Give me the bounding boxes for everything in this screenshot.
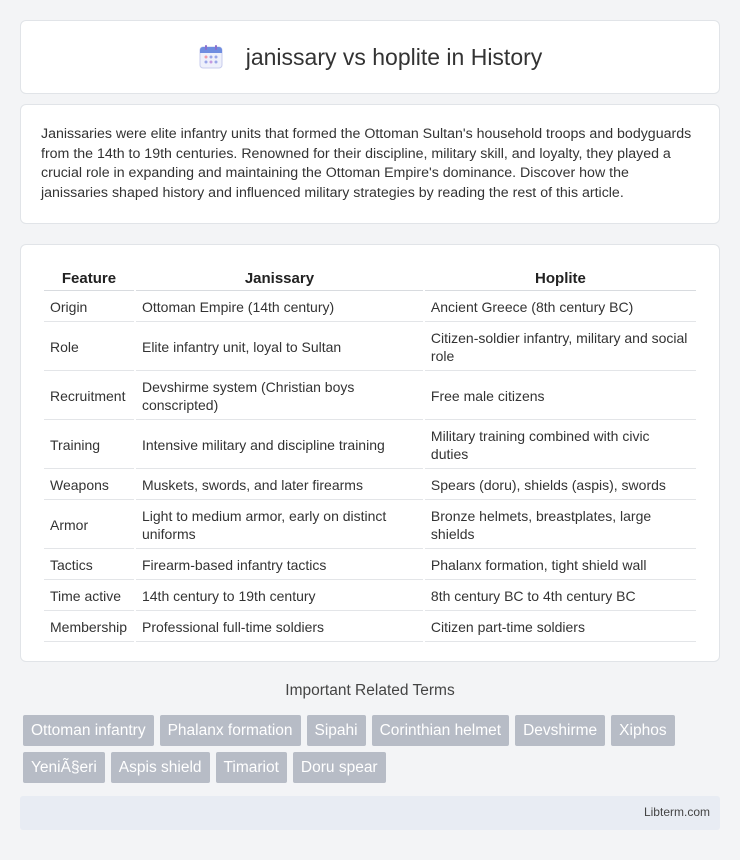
cell-feature: Training [44, 422, 134, 469]
cell-hoplite: 8th century BC to 4th century BC [425, 582, 696, 611]
cell-hoplite: Spears (doru), shields (aspis), swords [425, 471, 696, 500]
cell-feature: Armor [44, 502, 134, 549]
footer-brand[interactable]: Libterm.com [643, 805, 710, 819]
tag-devshirme[interactable]: Devshirme [515, 715, 605, 746]
cell-hoplite: Military training combined with civic duties [425, 422, 696, 469]
tag-sipahi[interactable]: Sipahi [307, 715, 366, 746]
cell-janissary: Firearm-based infantry tactics [136, 551, 423, 580]
cell-janissary: Professional full-time soldiers [136, 613, 423, 642]
table-row [44, 502, 696, 549]
cell-janissary: Muskets, swords, and later firearms [136, 471, 423, 500]
cell-janissary: Elite infantry unit, loyal to Sultan [136, 324, 423, 371]
cell-feature: Origin [44, 293, 134, 322]
header-janissary: Janissary [136, 267, 423, 291]
comparison-table [42, 265, 698, 644]
related-terms-title: Important Related Terms [285, 682, 455, 699]
cell-hoplite: Citizen part-time soldiers [425, 613, 696, 642]
calendar-icon [198, 44, 224, 70]
related-terms-list [23, 715, 723, 789]
cell-hoplite: Ancient Greece (8th century BC) [425, 293, 696, 322]
table-row [44, 422, 696, 469]
cell-hoplite: Bronze helmets, breastplates, large shields [425, 502, 696, 549]
cell-feature: Membership [44, 613, 134, 642]
cell-janissary: 14th century to 19th century [136, 582, 423, 611]
table-row [44, 373, 696, 420]
cell-janissary: Devshirme system (Christian boys conscripted) [136, 373, 423, 420]
cell-feature: Tactics [44, 551, 134, 580]
cell-janissary: Light to medium armor, early on distinct uniforms [136, 502, 423, 549]
footer [20, 796, 720, 830]
tag-ottoman-infantry[interactable]: Ottoman infantry [23, 715, 154, 746]
intro-paragraph: Janissaries were elite infantry units that formed the Ottoman Sultan's household troops and bodyguards from the 14th to 19th centuries. Renowned for their discipline, military skill, and loyalty, they played a crucial role in expanding and maintaining the Ottoman Empire's dominance. Discover how the janissaries shaped history and influenced military strategies by reading the rest of this article. [41, 126, 692, 201]
table-row [44, 582, 696, 611]
table-header-row [44, 267, 696, 291]
header-feature: Feature [44, 267, 134, 291]
tag-timariot[interactable]: Timariot [216, 752, 287, 783]
cell-feature: Role [44, 324, 134, 371]
cell-hoplite: Free male citizens [425, 373, 696, 420]
cell-feature: Weapons [44, 471, 134, 500]
header-hoplite: Hoplite [425, 267, 696, 291]
intro-card [20, 104, 720, 224]
table-row [44, 613, 696, 642]
table-row [44, 471, 696, 500]
header-card [20, 20, 720, 94]
table-row [44, 551, 696, 580]
table-row [44, 293, 696, 322]
tag-doru-spear[interactable]: Doru spear [293, 752, 386, 783]
cell-janissary: Intensive military and discipline training [136, 422, 423, 469]
tag-aspis-shield[interactable]: Aspis shield [111, 752, 210, 783]
table-row [44, 324, 696, 371]
cell-hoplite: Citizen-soldier infantry, military and social role [425, 324, 696, 371]
cell-feature: Time active [44, 582, 134, 611]
comparison-table-card [20, 244, 720, 662]
cell-feature: Recruitment [44, 373, 134, 420]
tag-xiphos[interactable]: Xiphos [611, 715, 674, 746]
cell-janissary: Ottoman Empire (14th century) [136, 293, 423, 322]
cell-hoplite: Phalanx formation, tight shield wall [425, 551, 696, 580]
tag-corinthian-helmet[interactable]: Corinthian helmet [372, 715, 509, 746]
page-title: janissary vs hoplite in History [245, 43, 543, 70]
tag-phalanx-formation[interactable]: Phalanx formation [160, 715, 301, 746]
tag-yeniceri[interactable]: YeniÃ§eri [23, 752, 105, 783]
